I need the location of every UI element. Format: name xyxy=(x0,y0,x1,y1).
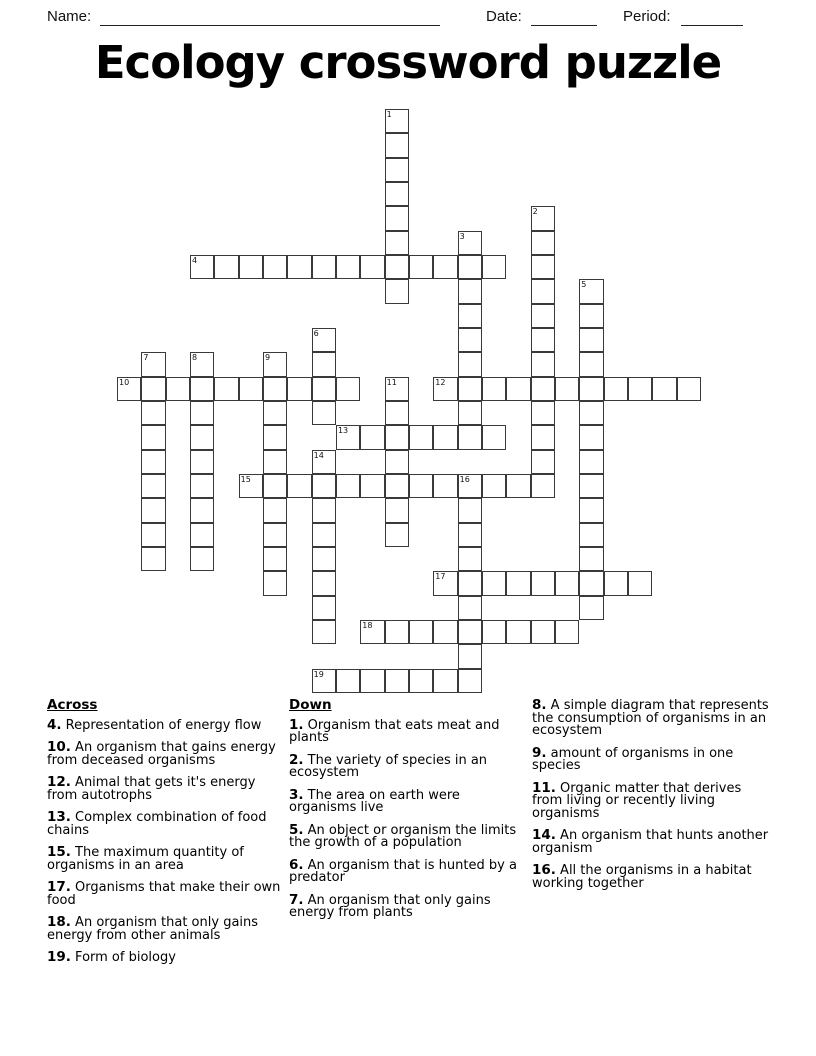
grid-cell[interactable] xyxy=(506,620,530,644)
clue-9: 9. amount of organisms in one species xyxy=(532,744,734,773)
clue-number: 6. xyxy=(289,856,304,873)
grid-cell[interactable] xyxy=(385,620,409,644)
grid-cell[interactable] xyxy=(263,425,287,449)
grid-cell[interactable] xyxy=(531,450,555,474)
grid-cell[interactable] xyxy=(312,401,336,425)
clue-number: 14. xyxy=(532,827,556,843)
grid-cell[interactable] xyxy=(263,450,287,474)
grid-cell[interactable] xyxy=(385,158,409,182)
grid-cell[interactable] xyxy=(579,401,603,425)
date-label: Date: xyxy=(486,8,522,25)
grid-cell[interactable] xyxy=(385,133,409,157)
grid-cell[interactable] xyxy=(263,255,287,279)
clue-5: 5. An object or organism the limits the growth of a population xyxy=(289,821,517,850)
clue-4: 4. Representation of energy flow xyxy=(47,716,262,733)
grid-cell[interactable] xyxy=(555,620,579,644)
grid-cell[interactable] xyxy=(239,474,263,498)
grid-cell[interactable] xyxy=(458,231,482,255)
grid-cell[interactable] xyxy=(409,255,433,279)
grid-cell[interactable] xyxy=(190,474,214,498)
clue-18: 18. An organism that only gains energy from other animals xyxy=(47,914,259,943)
clue-10: 10. An organism that gains energy from deceased organisms xyxy=(47,739,276,768)
clue-14: 14. An organism that hunts another organism xyxy=(532,827,769,856)
clue-15: 15. The maximum quantity of organisms in an area xyxy=(47,844,244,873)
clue-number: 1. xyxy=(289,716,304,733)
cell-number: 14 xyxy=(313,450,324,460)
grid-cell[interactable] xyxy=(312,352,336,376)
clue-11: 11. Organic matter that derives from living or recently living organisms xyxy=(532,779,742,821)
grid-cell[interactable] xyxy=(506,571,530,595)
cell-number: 6 xyxy=(313,328,319,338)
grid-cell[interactable] xyxy=(385,206,409,230)
grid-cell[interactable] xyxy=(458,547,482,571)
grid-cell[interactable] xyxy=(531,377,555,401)
grid-cell[interactable] xyxy=(482,474,506,498)
grid-cell[interactable] xyxy=(433,571,457,595)
grid-cell[interactable] xyxy=(433,620,457,644)
grid-cell[interactable] xyxy=(312,669,336,693)
clue-number: 8. xyxy=(532,697,547,713)
grid-cell[interactable] xyxy=(263,547,287,571)
grid-cell[interactable] xyxy=(433,255,457,279)
grid-cell[interactable] xyxy=(579,474,603,498)
grid-cell[interactable] xyxy=(214,255,238,279)
grid-cell[interactable] xyxy=(312,571,336,595)
grid-cell[interactable] xyxy=(458,425,482,449)
grid-cell[interactable] xyxy=(652,377,676,401)
grid-cell[interactable] xyxy=(677,377,701,401)
grid-cell[interactable] xyxy=(190,352,214,376)
grid-cell[interactable] xyxy=(117,377,141,401)
cell-number: 2 xyxy=(532,207,538,217)
cell-number: 5 xyxy=(581,280,587,290)
grid-cell[interactable] xyxy=(531,401,555,425)
grid-cell[interactable] xyxy=(409,669,433,693)
grid-cell[interactable] xyxy=(190,377,214,401)
cell-number: 11 xyxy=(386,377,397,387)
grid-cell[interactable] xyxy=(263,474,287,498)
clue-19: 19. Form of biology xyxy=(47,949,176,965)
grid-cell[interactable] xyxy=(312,255,336,279)
grid-cell[interactable] xyxy=(312,596,336,620)
grid-cell[interactable] xyxy=(458,571,482,595)
grid-cell[interactable] xyxy=(190,547,214,571)
clue-section-title: Across xyxy=(47,697,98,713)
grid-cell[interactable] xyxy=(336,474,360,498)
grid-cell[interactable] xyxy=(336,255,360,279)
grid-cell[interactable] xyxy=(287,255,311,279)
grid-cell[interactable] xyxy=(360,669,384,693)
grid-cell[interactable] xyxy=(433,474,457,498)
grid-cell[interactable] xyxy=(458,669,482,693)
period-label: Period: xyxy=(623,8,671,25)
grid-cell[interactable] xyxy=(385,401,409,425)
grid-cell[interactable] xyxy=(433,425,457,449)
grid-cell[interactable] xyxy=(531,620,555,644)
grid-cell[interactable] xyxy=(141,401,165,425)
grid-cell[interactable] xyxy=(360,425,384,449)
clue-6: 6. An organism that is hunted by a predator xyxy=(289,856,517,885)
grid-cell[interactable] xyxy=(312,547,336,571)
cell-number: 4 xyxy=(191,255,198,265)
grid-cell[interactable] xyxy=(628,377,652,401)
grid-cell[interactable] xyxy=(190,450,214,474)
grid-cell[interactable] xyxy=(579,377,603,401)
clue-number: 10. xyxy=(47,739,71,755)
grid-cell[interactable] xyxy=(141,377,165,401)
grid-cell[interactable] xyxy=(141,352,165,376)
clue-number: 19. xyxy=(47,949,71,965)
clue-number: 15. xyxy=(47,844,71,860)
grid-cell[interactable] xyxy=(141,450,165,474)
grid-cell[interactable] xyxy=(239,377,263,401)
grid-cell[interactable] xyxy=(482,571,506,595)
grid-cell[interactable] xyxy=(166,377,190,401)
grid-cell[interactable] xyxy=(360,620,384,644)
clue-number: 18. xyxy=(47,914,71,930)
grid-cell[interactable] xyxy=(190,401,214,425)
clue-8: 8. A simple diagram that represents the consumption of organisms in an ecosystem xyxy=(532,697,769,738)
clue-number: 9. xyxy=(532,744,547,761)
grid-cell[interactable] xyxy=(190,425,214,449)
grid-cell[interactable] xyxy=(458,401,482,425)
cell-number: 13 xyxy=(337,426,349,436)
grid-cell[interactable] xyxy=(360,474,384,498)
page-title: Ecology crossword puzzle xyxy=(94,36,722,89)
grid-cell[interactable] xyxy=(506,474,530,498)
cell-number: 18 xyxy=(362,620,373,630)
grid-cell[interactable] xyxy=(190,498,214,522)
grid-cell[interactable] xyxy=(531,571,555,595)
grid-cell[interactable] xyxy=(385,425,409,449)
grid-cell[interactable] xyxy=(336,377,360,401)
grid-cell[interactable] xyxy=(287,377,311,401)
grid-cell[interactable] xyxy=(579,328,603,352)
grid-cell[interactable] xyxy=(579,425,603,449)
clue-number: 5. xyxy=(289,821,304,838)
grid-cell[interactable] xyxy=(263,352,287,376)
grid-cell[interactable] xyxy=(287,474,311,498)
grid-cell[interactable] xyxy=(458,352,482,376)
grid-cell[interactable] xyxy=(141,474,165,498)
grid-cell[interactable] xyxy=(458,596,482,620)
grid-cell[interactable] xyxy=(263,401,287,425)
grid-cell[interactable] xyxy=(409,425,433,449)
grid-cell[interactable] xyxy=(531,328,555,352)
grid-cell[interactable] xyxy=(385,450,409,474)
cell-number: 17 xyxy=(435,572,446,582)
clue-number: 4. xyxy=(47,716,62,733)
clue-section-title: Down xyxy=(289,697,332,713)
clue-number: 7. xyxy=(289,891,304,908)
grid-cell[interactable] xyxy=(385,523,409,547)
grid-cell[interactable] xyxy=(385,669,409,693)
grid-cell[interactable] xyxy=(385,182,409,206)
clue-17: 17. Organisms that make their own food xyxy=(47,879,281,908)
clue-number: 12. xyxy=(47,774,71,790)
clue-3: 3. The area on earth were organisms live xyxy=(289,786,460,815)
grid-cell[interactable] xyxy=(579,523,603,547)
clue-column-down xyxy=(289,699,531,929)
name-label: Name: xyxy=(47,8,92,25)
grid-cell[interactable] xyxy=(458,620,482,644)
grid-cell[interactable] xyxy=(312,620,336,644)
cell-number: 10 xyxy=(119,377,130,387)
grid-cell[interactable] xyxy=(458,304,482,328)
grid-cell[interactable] xyxy=(336,425,360,449)
grid-cell[interactable] xyxy=(385,109,409,133)
grid-cell[interactable] xyxy=(458,255,482,279)
clue-number: 16. xyxy=(532,862,556,878)
clue-7: 7. An organism that only gains energy from plants xyxy=(289,891,491,920)
grid-cell[interactable] xyxy=(604,571,628,595)
clue-number: 3. xyxy=(289,786,304,803)
clue-13: 13. Complex combination of food chains xyxy=(47,809,267,838)
clue-number: 11. xyxy=(532,779,556,796)
clue-16: 16. All the organisms in a habitat working together xyxy=(532,862,752,891)
grid-cell[interactable] xyxy=(579,547,603,571)
grid-cell[interactable] xyxy=(482,255,506,279)
grid-cell[interactable] xyxy=(604,377,628,401)
grid-cell[interactable] xyxy=(579,352,603,376)
cell-number: 7 xyxy=(143,353,149,363)
cell-number: 15 xyxy=(240,474,251,484)
grid-cell[interactable] xyxy=(263,498,287,522)
cell-number: 8 xyxy=(191,353,198,363)
grid-cell[interactable] xyxy=(214,377,238,401)
grid-cell[interactable] xyxy=(433,669,457,693)
grid-cell[interactable] xyxy=(263,377,287,401)
grid-cell[interactable] xyxy=(141,547,165,571)
grid-cell[interactable] xyxy=(360,255,384,279)
grid-cell[interactable] xyxy=(409,620,433,644)
grid-cell[interactable] xyxy=(579,498,603,522)
grid-cell[interactable] xyxy=(385,255,409,279)
cell-number: 12 xyxy=(435,377,446,387)
grid-cell[interactable] xyxy=(385,377,409,401)
grid-cell[interactable] xyxy=(579,304,603,328)
clue-12: 12. Animal that gets it's energy from autotrophs xyxy=(47,774,256,803)
grid-cell[interactable] xyxy=(458,523,482,547)
grid-cell[interactable] xyxy=(141,425,165,449)
grid-cell[interactable] xyxy=(531,304,555,328)
clue-number: 17. xyxy=(47,879,71,895)
grid-cell[interactable] xyxy=(336,669,360,693)
grid-cell[interactable] xyxy=(190,523,214,547)
grid-cell[interactable] xyxy=(531,474,555,498)
grid-cell[interactable] xyxy=(506,377,530,401)
grid-cell[interactable] xyxy=(239,255,263,279)
clue-2: 2. The variety of species in an ecosystem xyxy=(289,751,488,780)
grid-cell[interactable] xyxy=(385,474,409,498)
cell-number: 19 xyxy=(313,669,324,679)
grid-cell[interactable] xyxy=(555,377,579,401)
grid-cell[interactable] xyxy=(458,328,482,352)
grid-cell[interactable] xyxy=(141,498,165,522)
cell-number: 9 xyxy=(264,353,271,363)
grid-cell[interactable] xyxy=(531,279,555,303)
grid-cell[interactable] xyxy=(312,377,336,401)
grid-cell[interactable] xyxy=(312,450,336,474)
grid-cell[interactable] xyxy=(385,498,409,522)
clue-column-down-cont xyxy=(532,699,774,899)
grid-cell[interactable] xyxy=(531,425,555,449)
grid-cell[interactable] xyxy=(458,279,482,303)
grid-cell[interactable] xyxy=(263,523,287,547)
grid-cell[interactable] xyxy=(312,474,336,498)
cell-number: 1 xyxy=(386,110,392,119)
grid-cell[interactable] xyxy=(628,571,652,595)
grid-cell[interactable] xyxy=(482,425,506,449)
grid-cell[interactable] xyxy=(409,474,433,498)
clue-number: 2. xyxy=(289,751,304,768)
grid-cell[interactable] xyxy=(531,352,555,376)
grid-cell[interactable] xyxy=(531,255,555,279)
grid-cell[interactable] xyxy=(141,523,165,547)
clue-number: 13. xyxy=(47,809,71,825)
grid-cell[interactable] xyxy=(531,231,555,255)
grid-cell[interactable] xyxy=(385,231,409,255)
grid-cell[interactable] xyxy=(385,279,409,303)
grid-cell[interactable] xyxy=(312,328,336,352)
grid-cell[interactable] xyxy=(579,279,603,303)
grid-cell[interactable] xyxy=(579,596,603,620)
grid-cell[interactable] xyxy=(190,255,214,279)
grid-cell[interactable] xyxy=(458,498,482,522)
cell-number: 16 xyxy=(459,474,470,484)
grid-cell[interactable] xyxy=(579,450,603,474)
grid-cell[interactable] xyxy=(482,377,506,401)
grid-cell[interactable] xyxy=(458,377,482,401)
grid-cell[interactable] xyxy=(263,571,287,595)
grid-cell[interactable] xyxy=(433,377,457,401)
grid-cell[interactable] xyxy=(531,206,555,230)
clue-column-across xyxy=(47,699,289,974)
grid-cell[interactable] xyxy=(312,523,336,547)
grid-cell[interactable] xyxy=(458,644,482,668)
grid-cell[interactable] xyxy=(555,571,579,595)
clue-1: 1. Organism that eats meat and plants xyxy=(289,716,500,745)
grid-cell[interactable] xyxy=(312,498,336,522)
grid-cell[interactable] xyxy=(458,474,482,498)
grid-cell[interactable] xyxy=(482,620,506,644)
grid-cell[interactable] xyxy=(579,571,603,595)
cell-number: 3 xyxy=(459,231,465,241)
